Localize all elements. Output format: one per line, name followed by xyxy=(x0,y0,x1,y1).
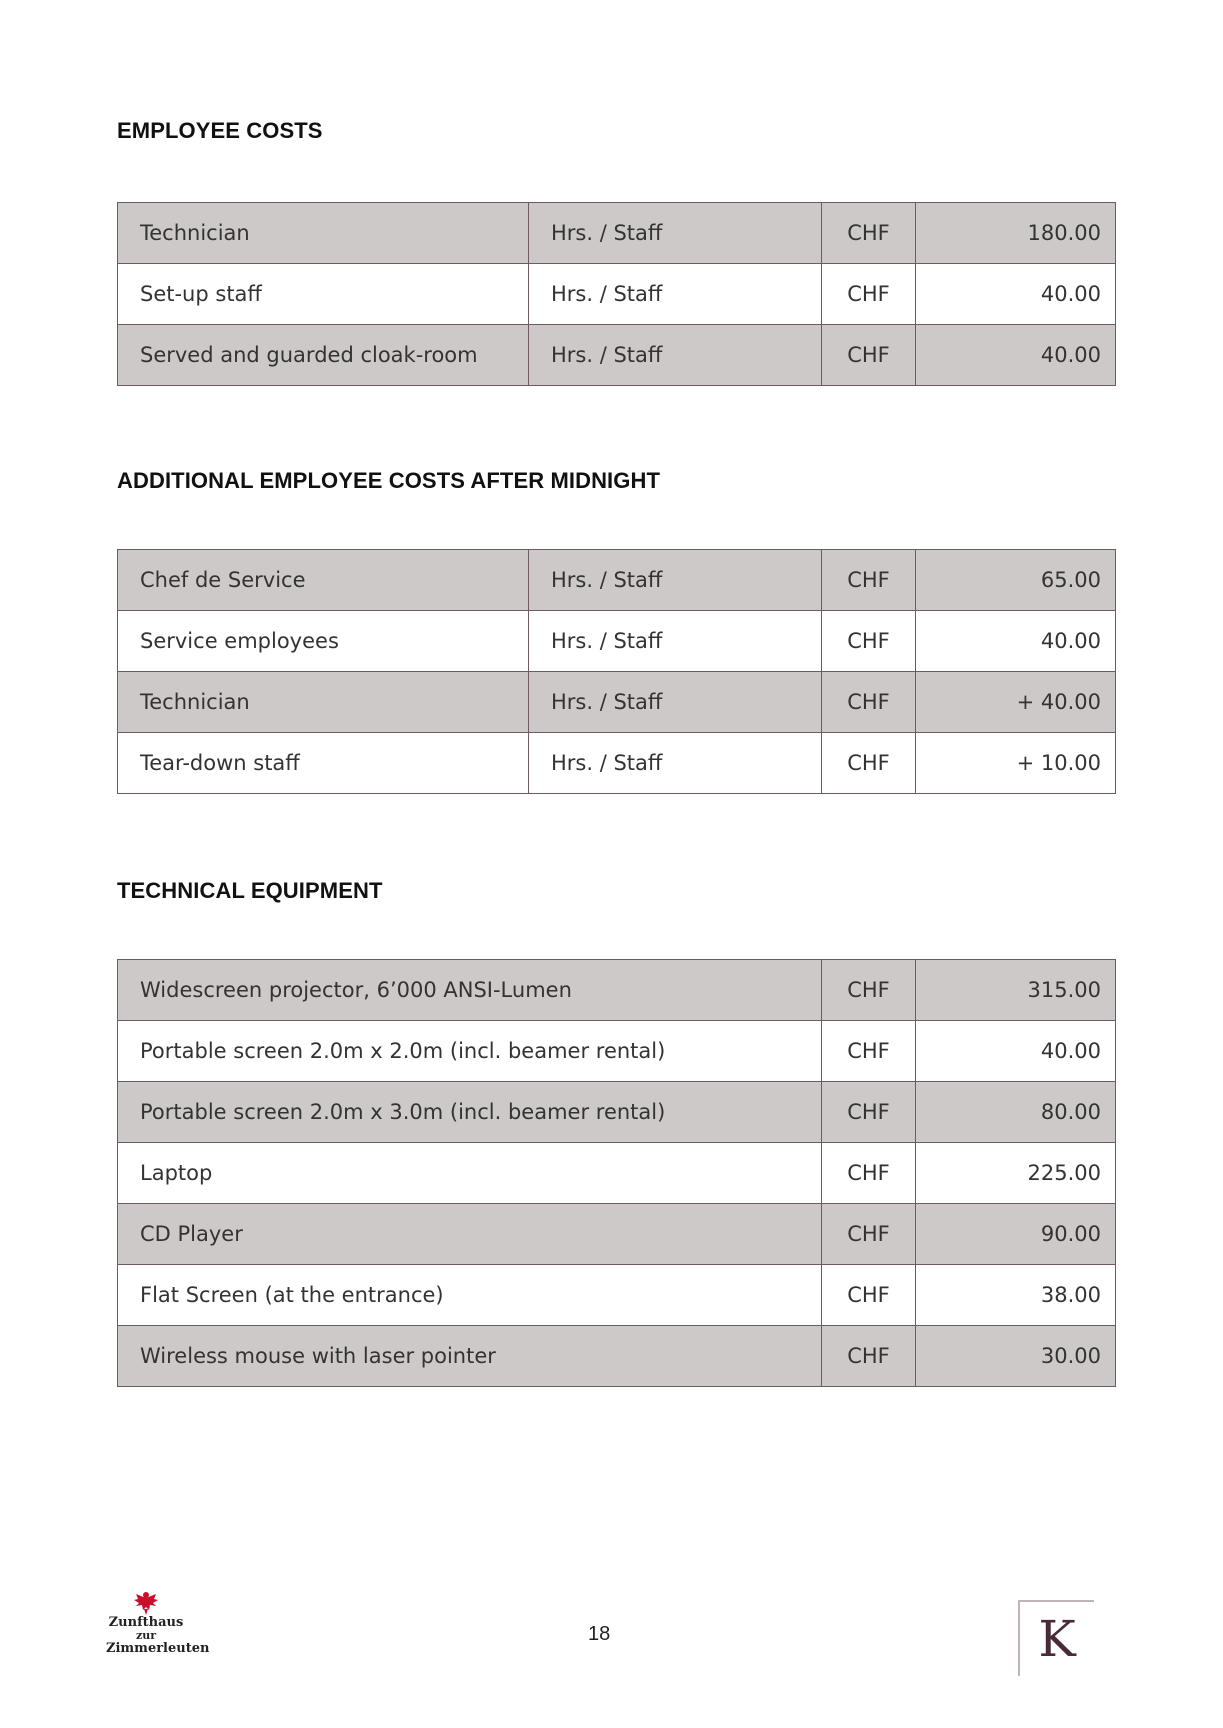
currency-cell: CHF xyxy=(822,264,916,325)
table-row xyxy=(118,672,1116,733)
logo-text-line: Zunfthaus xyxy=(108,1615,184,1630)
table-row xyxy=(118,264,1116,325)
item-label: CD Player xyxy=(118,1204,822,1265)
item-label: Flat Screen (at the entrance) xyxy=(118,1265,822,1326)
table-row xyxy=(118,203,1116,264)
table-row xyxy=(118,960,1116,1021)
currency-cell: CHF xyxy=(822,611,916,672)
currency-cell: CHF xyxy=(822,960,916,1021)
after-midnight-table xyxy=(117,549,1116,794)
item-label: Set-up staff xyxy=(118,264,529,325)
eagle-crest-icon xyxy=(133,1590,159,1616)
unit-cell: Hrs. / Staff xyxy=(529,325,822,386)
item-label: Wireless mouse with laser pointer xyxy=(118,1326,822,1387)
item-label: Service employees xyxy=(118,611,529,672)
unit-cell: Hrs. / Staff xyxy=(529,611,822,672)
table-row xyxy=(118,1326,1116,1387)
item-label: Portable screen 2.0m x 3.0m (incl. beamer rental) xyxy=(118,1082,822,1143)
logo-text-line: Zimmerleuten xyxy=(106,1641,210,1656)
item-label: Tear-down staff xyxy=(118,733,529,794)
currency-cell: CHF xyxy=(822,550,916,611)
item-label: Technician xyxy=(118,672,529,733)
section-title-technical-equipment: TECHNICAL EQUIPMENT xyxy=(117,878,383,903)
currency-cell: CHF xyxy=(822,1143,916,1204)
amount-cell: 225.00 xyxy=(916,1143,1116,1204)
table-row xyxy=(118,1082,1116,1143)
amount-cell: + 10.00 xyxy=(916,733,1116,794)
table-row xyxy=(118,733,1116,794)
table-row xyxy=(118,1021,1116,1082)
currency-cell: CHF xyxy=(822,203,916,264)
amount-cell: 40.00 xyxy=(916,264,1116,325)
currency-cell: CHF xyxy=(822,1082,916,1143)
currency-cell: CHF xyxy=(822,672,916,733)
item-label: Widescreen projector, 6’000 ANSI-Lumen xyxy=(118,960,822,1021)
zunfthaus-logo xyxy=(106,1590,210,1670)
amount-cell: 65.00 xyxy=(916,550,1116,611)
currency-cell: CHF xyxy=(822,1326,916,1387)
k-logo: K xyxy=(1018,1600,1094,1676)
table-row xyxy=(118,611,1116,672)
amount-cell: + 40.00 xyxy=(916,672,1116,733)
table-row xyxy=(118,1204,1116,1265)
item-label: Chef de Service xyxy=(118,550,529,611)
item-label: Technician xyxy=(118,203,529,264)
technical-equipment-table xyxy=(117,959,1116,1387)
item-label: Portable screen 2.0m x 2.0m (incl. beamer rental) xyxy=(118,1021,822,1082)
amount-cell: 40.00 xyxy=(916,1021,1116,1082)
amount-cell: 80.00 xyxy=(916,1082,1116,1143)
amount-cell: 40.00 xyxy=(916,611,1116,672)
table-row xyxy=(118,325,1116,386)
amount-cell: 30.00 xyxy=(916,1326,1116,1387)
unit-cell: Hrs. / Staff xyxy=(529,672,822,733)
amount-cell: 90.00 xyxy=(916,1204,1116,1265)
page-number: 18 xyxy=(588,1623,611,1645)
amount-cell: 38.00 xyxy=(916,1265,1116,1326)
item-label: Laptop xyxy=(118,1143,822,1204)
currency-cell: CHF xyxy=(822,733,916,794)
unit-cell: Hrs. / Staff xyxy=(529,550,822,611)
section-title-employee-costs: EMPLOYEE COSTS xyxy=(117,118,323,143)
amount-cell: 40.00 xyxy=(916,325,1116,386)
unit-cell: Hrs. / Staff xyxy=(529,264,822,325)
unit-cell: Hrs. / Staff xyxy=(529,203,822,264)
section-title-after-midnight: ADDITIONAL EMPLOYEE COSTS AFTER MIDNIGHT xyxy=(117,468,661,493)
currency-cell: CHF xyxy=(822,1021,916,1082)
table-row xyxy=(118,1265,1116,1326)
logo-text-line: zur xyxy=(135,1629,157,1642)
currency-cell: CHF xyxy=(822,1204,916,1265)
employee-costs-table xyxy=(117,202,1116,386)
amount-cell: 180.00 xyxy=(916,203,1116,264)
item-label: Served and guarded cloak-room xyxy=(118,325,529,386)
currency-cell: CHF xyxy=(822,325,916,386)
table-row xyxy=(118,1143,1116,1204)
amount-cell: 315.00 xyxy=(916,960,1116,1021)
currency-cell: CHF xyxy=(822,1265,916,1326)
unit-cell: Hrs. / Staff xyxy=(529,733,822,794)
table-row xyxy=(118,550,1116,611)
